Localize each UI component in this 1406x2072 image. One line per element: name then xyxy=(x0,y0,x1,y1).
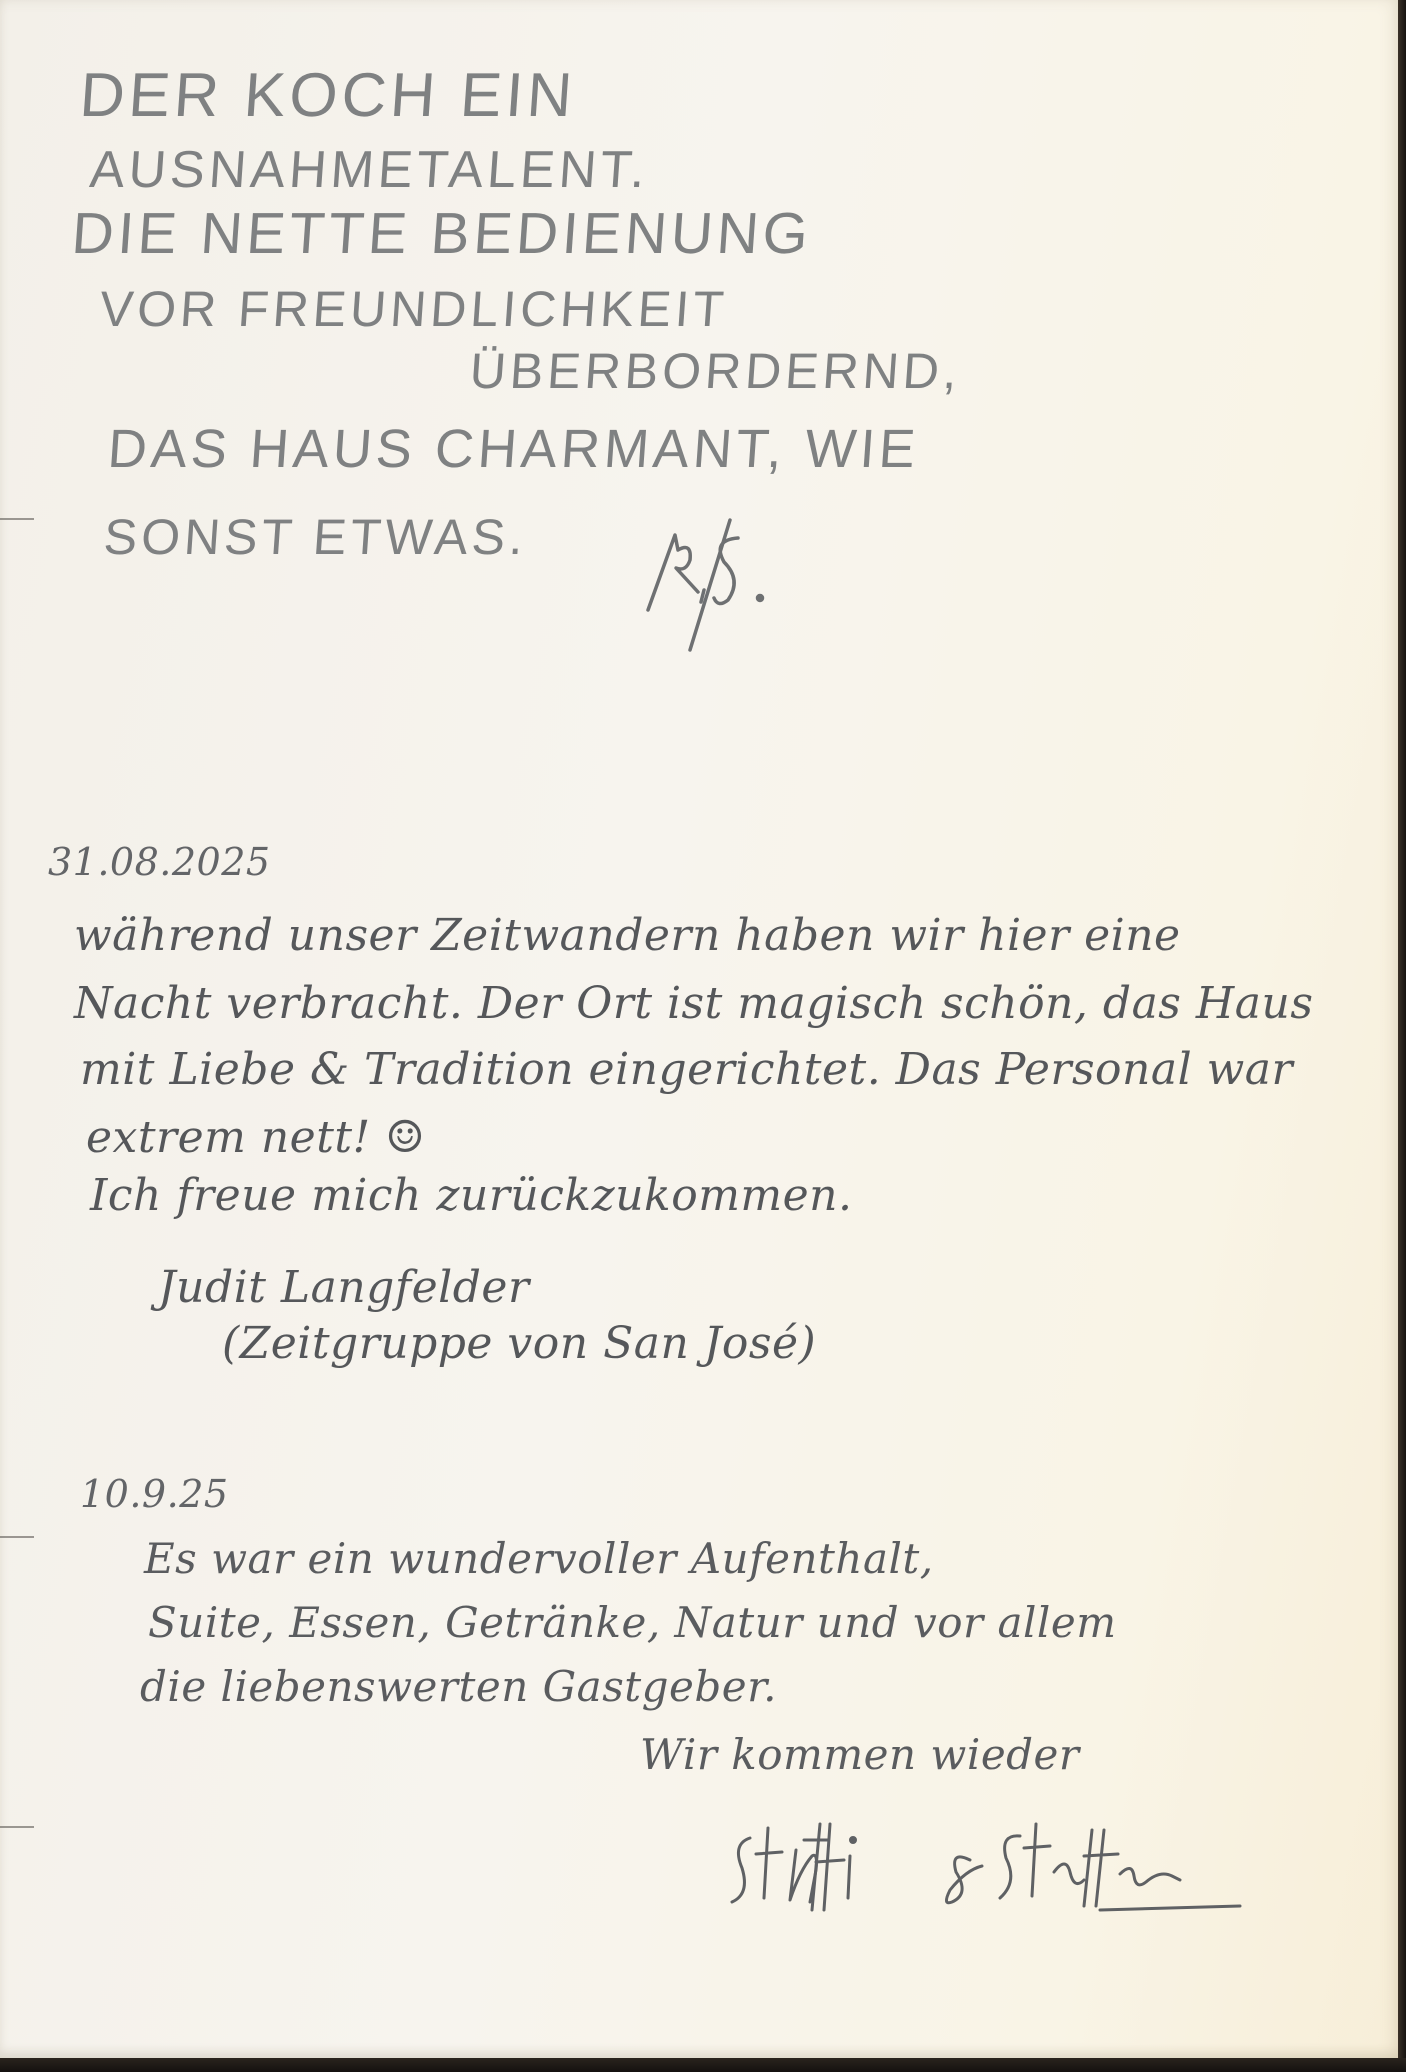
entry-2-line-2: Nacht verbracht. Der Ort ist magisch schön, das Haus xyxy=(74,978,1314,1029)
entry-3-line-2: Suite, Essen, Getränke, Natur und vor allem xyxy=(148,1598,1117,1647)
binding-mark xyxy=(0,1536,34,1538)
entry-1-line-3: DIE NETTE BEDIENUNG xyxy=(69,201,815,266)
page-edge-bottom xyxy=(0,2058,1406,2072)
entry-2-line-3: mit Liebe & Tradition eingerichtet. Das Personal war xyxy=(80,1044,1294,1095)
entry-1-line-1: DER KOCH EIN xyxy=(77,61,579,130)
entry-1-line-4: VOR FREUNDLICHKEIT xyxy=(98,281,730,337)
entry-3-line-3: die liebenswerten Gastgeber. xyxy=(140,1662,777,1711)
entry-2-line-5: Ich freue mich zurückzukommen. xyxy=(90,1170,853,1221)
entry-2-line-1: während unser Zeitwandern haben wir hier eine xyxy=(74,910,1181,961)
entry-1-line-6: DAS HAUS CHARMANT, WIE xyxy=(105,419,922,479)
entry-3-line-1: Es war ein wundervoller Aufenthalt, xyxy=(144,1534,934,1583)
entry-2-signature-line-2: (Zeitgruppe von San José) xyxy=(222,1318,817,1369)
entry-3-date: 10.9.25 xyxy=(80,1472,229,1516)
page-edge-right xyxy=(1398,0,1406,2072)
entry-1-line-5: ÜBERBORDERND, xyxy=(468,343,963,399)
entry-2-date: 31.08.2025 xyxy=(48,840,271,884)
entry-1-line-7: SONST ETWAS. xyxy=(102,509,530,565)
binding-mark xyxy=(0,1826,34,1828)
entry-3-line-4: Wir kommen wieder xyxy=(640,1730,1080,1779)
binding-mark xyxy=(0,518,34,520)
entry-2-line-4: extrem nett! ☺ xyxy=(86,1112,426,1163)
entry-1-line-2: AUSNAHMETALENT. xyxy=(87,141,651,199)
entry-2-signature-line-1: Judit Langfelder xyxy=(158,1262,530,1313)
entry-1-signature xyxy=(620,480,820,660)
entry-3-signature xyxy=(720,1810,1260,1930)
